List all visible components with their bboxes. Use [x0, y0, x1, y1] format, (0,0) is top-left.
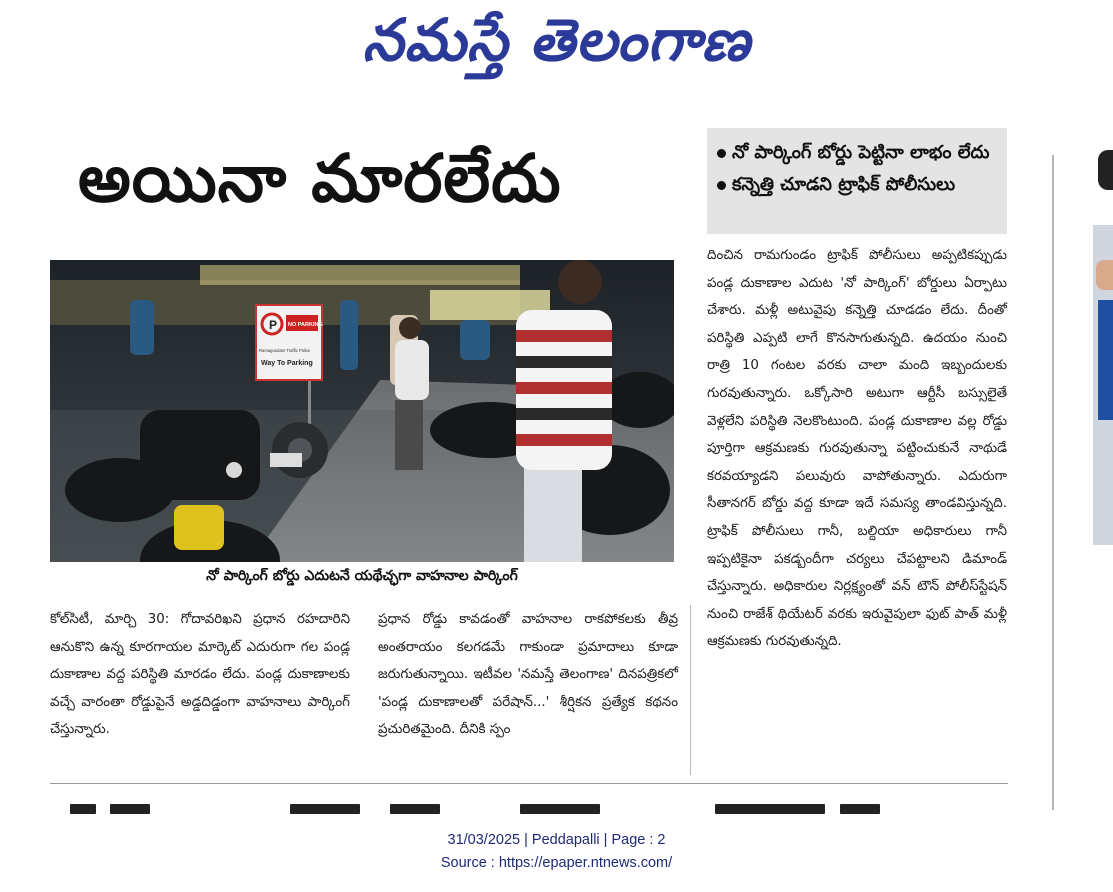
- article-column-2: [378, 606, 678, 744]
- sign-direction: Way To Parking: [261, 360, 313, 367]
- column-divider: [690, 605, 691, 775]
- page-footer: [0, 829, 1113, 875]
- subhead-text: నో పార్కింగ్‌ బోర్డు పెట్టినా లాభం లేదు: [732, 142, 990, 163]
- footer-date-page: 31/03/2025 | Peddapalli | Page : 2: [447, 832, 666, 848]
- page-divider: [1052, 155, 1054, 810]
- adjacent-article-edge: [1090, 0, 1113, 820]
- bullet-icon: [717, 149, 726, 158]
- subhead-text: కన్నెత్తి చూడని ట్రాఫిక్‌ పోలీసులు: [732, 174, 956, 195]
- article-column-3: [707, 242, 1007, 656]
- article-photo: [50, 260, 674, 562]
- cropped-next-headline: [50, 800, 1008, 814]
- svg-text:P: P: [269, 318, 278, 332]
- subhead-box: [707, 128, 1007, 234]
- bullet-icon: [717, 181, 726, 190]
- newspaper-masthead: నమస్తే తెలంగాణ: [362, 6, 751, 74]
- article-headline: అయినా మారలేదు: [78, 140, 562, 217]
- sign-subtext: Ramagundam Traffic Police: [259, 348, 311, 353]
- photo-illustration: [50, 260, 674, 562]
- subhead-item: [717, 172, 997, 198]
- subhead-item: [717, 140, 997, 166]
- body-paragraph: ప్రధాన రోడ్డు కావడంతో వాహనాల రాకపోకలకు తీవ్ర అంతరాయం కలగడమే గాకుండా ప్రమాదాలు కూడా జరుగుతున్నాయి. ఇటీవల 'నమస్తే తెలంగాణ' దినపత్రికలో 'పండ్ల దుకాణాలతో పరేషాన్‌...' శీర్షికన ప్రత్యేక కథనం ప్రచురితమైంది. దీనికి స్పం: [378, 612, 678, 738]
- article-column-1: [50, 606, 350, 744]
- sign-text: NO PARKING: [288, 322, 323, 328]
- section-divider: [50, 783, 1008, 784]
- photo-caption: నో పార్కింగ్‌ బోర్డు ఎదుటనే యథేచ్ఛగా వాహనాల పార్కింగ్‌: [206, 568, 518, 584]
- body-paragraph: కోల్‌సిటీ, మార్చి 30: గోదావరిఖని ప్రధాన రహదారిని ఆనుకొని ఉన్న కూరగాయల మార్కెట్‌ ఎదురుగా గల పండ్ల దుకాణాల వద్ద పరిస్థితి మారడం లేదు. పండ్ల దుకాణాలకు వచ్చే వారంతా రోడ్డుపైనే అడ్డదిడ్డంగా వాహనాలు పార్కింగ్‌ చేస్తున్నారు.: [50, 612, 350, 738]
- footer-source: Source : https://epaper.ntnews.com/: [440, 855, 673, 871]
- body-paragraph: దించిన రామగుండం ట్రాఫిక్‌ పోలీసులు అప్పటికప్పుడు పండ్ల దుకాణాల ఎదుట 'నో పార్కింగ్‌' బోర్డులు ఏర్పాటు చేశారు. మళ్లీ అటువైపు కన్నెత్తి చూడడం లేదు. దీంతో పరిస్థితి ఎప్పటి లాగే కొనసాగుతున్నది. ఉదయం నుంచి రాత్రి 10 గంటల వరకు చాలా మంది ఇబ్బందులకు గురవుతున్నారు. ఒక్కోసారి అటుగా ఆర్టీసీ బస్సులైతే వెళ్లలేని పరిస్థితి నెలకొంటుంది. పండ్ల దుకాణాల వల్ల రోడ్డు పూర్తిగా ఆక్రమణకు గురవుతున్నా పట్టించుకునే నాథుడే కరవయ్యాడని పలువురు వాపోతున్నారు. ఎదురుగా సీతానగర్‌ బోర్డు వద్ద కూడా ఇదే సమస్య తాండవిస్తున్నది. ట్రాఫిక్‌ పోలీసులు గానీ, బల్దియా అధికారులు గానీ ఇప్పటికైనా పకడ్బందీగా చర్యలు చేపట్టాలని డిమాండ్‌ చేస్తున్నారు. అధికారుల నిర్లక్ష్యంతో వన్‌ టౌన్‌ పోలీస్‌స్టేషన్‌ నుంచి రాజేశ్‌ థియేటర్‌ వరకు ఇరువైపులా ఫుట్‌ పాత్‌ మళ్లీ ఆక్రమణకు గురవుతున్నది.: [707, 248, 1007, 650]
